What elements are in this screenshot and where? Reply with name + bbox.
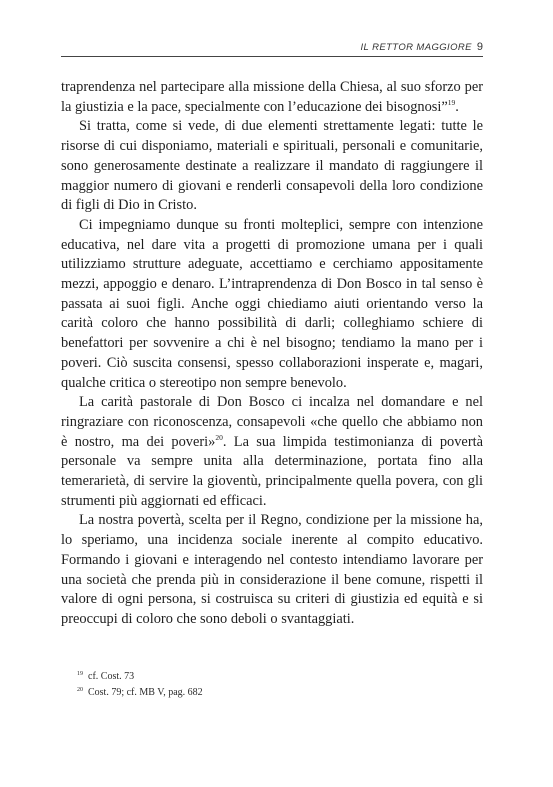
header-rule	[61, 56, 483, 57]
paragraph-4-text-end: . La sua limpida testimonianza di povertà personale va sempre unita alla determinazione, portata fino alla temerarietà, di servire la gioventù, principalmente quella povera, con gli strumenti più aggiornati ed efficaci.	[61, 433, 483, 509]
paragraph-2-text: Si tratta, come si vede, di due elementi strettamente legati: tutte le risorse di cui disponiamo, materiali e spirituali, personali e comunitarie, sono generosamente destinate a realizzare il mandato di raggiungere il maggior numero di giovani e renderli consapevoli della loro condizione di figli di Dio in Cristo.	[61, 118, 483, 214]
footnotes	[77, 669, 477, 701]
paragraph-4	[61, 393, 483, 511]
page-number: 9	[476, 41, 483, 53]
paragraph-5	[61, 511, 483, 629]
footnote-20	[77, 685, 477, 701]
paragraph-4-text: La carità pastorale di Don Bosco ci incalza nel domandare e nel ringraziare con riconoscenza, consapevoli «che quello che abbiamo non è nostro, ma dei poveri»	[61, 394, 483, 450]
footnote-mark-20: 20	[77, 687, 83, 693]
running-title: IL RETTOR MAGGIORE	[360, 42, 472, 53]
paragraph-2	[61, 117, 483, 216]
footnote-text-20: Cost. 79; cf. MB V, pag. 682	[88, 687, 203, 698]
footnote-mark-19: 19	[77, 671, 83, 677]
running-header	[0, 41, 483, 53]
paragraph-3-text: Ci impegniamo dunque su fronti molteplici, sempre con intenzione educativa, nel dare vita a progetti di promozione umana per i quali utilizziamo strutture adeguate, accettiamo e cerchiamo appositamente mezzi, appoggio e denaro. L’intraprendenza di Don Bosco in tal senso è passata ai suoi figli. Anche oggi chiediamo aiuti orientando verso la carità coloro che hanno possibilità di darli; colleghiamo schiere di benefattori per sovvenire a chi è nel bisogno; tendiamo la mano per i poveri. Ciò suscita consensi, spesso collaborazioni insperate e, magari, qualche critica o stereotipo non sempre benevolo.	[61, 216, 483, 391]
paragraph-5-text: La nostra povertà, scelta per il Regno, condizione per la missione ha, lo speriamo, una incidenza sociale inerente al compito educativo. Formando i giovani e interagendo nel contesto intendiamo lavorare per una società che prenda più in considerazione il bene comune, rispetti il valore di ogni persona, si costruisca su criteri di giustizia ed equità e si preoccupi di coloro che sono deboli o svantaggiati.	[61, 512, 483, 627]
footnote-text-19: cf. Cost. 73	[88, 671, 135, 682]
paragraph-1-text-end: .	[455, 98, 459, 115]
paragraph-1-text: traprendenza nel partecipare alla missione della Chiesa, al suo sforzo per la giustizia e la pace, specialmente con l’educazione dei bisognosi”	[61, 79, 483, 115]
footnote-ref-19: 19	[447, 97, 456, 107]
footnote-19	[77, 669, 477, 685]
paragraph-1	[61, 78, 483, 117]
footnote-ref-20: 20	[215, 432, 223, 442]
body-text	[61, 78, 483, 630]
paragraph-3	[61, 216, 483, 393]
